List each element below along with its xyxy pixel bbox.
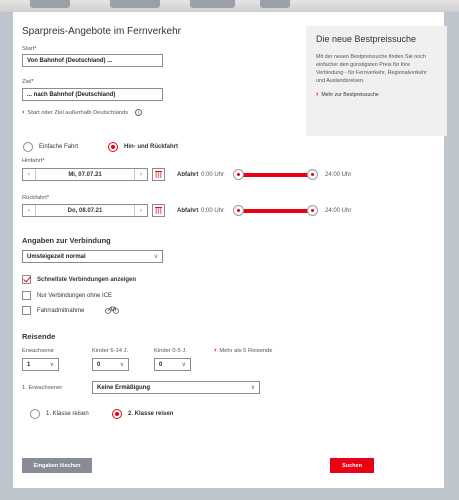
hinfahrt-date-field[interactable] <box>22 168 148 181</box>
radio-label-hin-rueckfahrt: Hin- und Rückfahrt <box>124 144 178 150</box>
kids-select[interactable]: 0 ∨ <box>92 358 129 371</box>
checkbox-label-bike: Fahrradmitnahme <box>37 308 85 314</box>
rueckfahrt-label: Rückfahrt* <box>22 195 50 201</box>
slider-handle-end[interactable] <box>307 169 318 180</box>
slider-handle-start[interactable] <box>233 169 244 180</box>
more-travelers-link[interactable]: › Mehr als 5 Reisende <box>214 347 273 354</box>
travelers-heading: Reisende <box>22 332 56 341</box>
prev-day-button[interactable]: ‹ <box>23 169 36 180</box>
adults-select[interactable]: 1 ∨ <box>22 358 59 371</box>
kids-label: Kinder 6-14 J. <box>92 348 129 354</box>
radio-label-einfache-fahrt: Einfache Fahrt <box>39 144 79 150</box>
sidebar-more-link[interactable]: › Mehr zur Bestpreissuche <box>316 91 379 98</box>
search-button[interactable]: Suchen <box>330 458 374 473</box>
hinfahrt-mode[interactable]: Abfahrt <box>177 172 199 178</box>
radio-label-first-class: 1. Klasse reisen <box>46 411 89 417</box>
next-day-button[interactable]: › <box>134 205 147 216</box>
radio-first-class[interactable] <box>30 409 40 419</box>
chevron-down-icon: ∨ <box>119 362 124 368</box>
small-kids-select[interactable]: 0 ∨ <box>154 358 191 371</box>
chevron-down-icon: ∨ <box>250 385 255 391</box>
chevron-right-icon: › <box>22 109 25 116</box>
hinfahrt-time-from: 0:00 Uhr <box>201 172 225 178</box>
next-day-button[interactable]: › <box>134 169 147 180</box>
discount-select[interactable]: Keine Ermäßigung ∨ <box>92 381 260 394</box>
chevron-down-icon: ∨ <box>181 362 186 368</box>
ziel-input[interactable]: ... nach Bahnhof (Deutschland) <box>22 88 163 101</box>
slider-handle-start[interactable] <box>233 205 244 216</box>
chevron-down-icon: ∨ <box>49 362 54 368</box>
sidebar-title: Die neue Bestpreissuche <box>316 34 417 44</box>
train-silhouette <box>190 0 235 8</box>
hinfahrt-time-to: 24:00 Uhr <box>325 172 352 178</box>
slider-handle-end[interactable] <box>307 205 318 216</box>
chevron-right-icon: › <box>214 347 217 354</box>
outside-germany-link[interactable]: › Start oder Ziel außerhalb Deutschlands i <box>22 109 142 116</box>
checkbox-label-no-ice: Nur Verbindungen ohne ICE <box>37 293 113 299</box>
calendar-icon[interactable] <box>152 168 165 181</box>
sidebar-description: Mit der neuen Bestpreissuche finden Sie noch einfacher den günstigsten Preis für Ihre Verbindung - für Fernverkehr, Regionalverkehr und Auslandsreisen. <box>316 54 427 84</box>
info-icon[interactable]: i <box>135 109 142 116</box>
rueckfahrt-date-field[interactable] <box>22 204 148 217</box>
checkbox-no-ice[interactable] <box>22 291 31 300</box>
train-silhouette <box>260 0 290 8</box>
page-title: Sparpreis-Angebote im Fernverkehr <box>22 26 181 37</box>
chevron-right-icon: › <box>316 91 319 98</box>
rueckfahrt-mode[interactable]: Abfahrt <box>177 208 199 214</box>
calendar-icon[interactable] <box>152 204 165 217</box>
rueckfahrt-date[interactable]: Do, 08.07.21 <box>67 207 103 214</box>
prev-day-button[interactable]: ‹ <box>23 205 36 216</box>
checkbox-fastest[interactable] <box>22 275 31 284</box>
connection-heading: Angaben zur Verbindung <box>22 236 111 245</box>
rueckfahrt-time-to: 24:00 Uhr <box>325 208 352 214</box>
radio-second-class[interactable] <box>112 409 122 419</box>
bestpreis-sidebar <box>306 26 447 136</box>
chevron-down-icon: ∨ <box>153 254 158 260</box>
hinfahrt-date[interactable]: Mi, 07.07.21 <box>68 171 102 178</box>
hinfahrt-label: Hinfahrt* <box>22 158 45 164</box>
small-kids-label: Kinder 0-5 J. <box>154 348 187 354</box>
rueckfahrt-time-slider-track[interactable] <box>239 209 315 213</box>
checkbox-bike[interactable] <box>22 306 31 315</box>
start-input[interactable]: Von Bahnhof (Deutschland) ... <box>22 54 163 67</box>
radio-einfache-fahrt[interactable] <box>23 142 33 152</box>
bicycle-icon <box>105 305 119 314</box>
adults-label: Erwachsene <box>22 348 54 354</box>
start-label: Start* <box>22 46 37 52</box>
header-image <box>0 0 459 12</box>
hinfahrt-time-slider-track[interactable] <box>239 173 315 177</box>
rueckfahrt-time-from: 0:00 Uhr <box>201 208 225 214</box>
booking-panel <box>13 12 444 488</box>
first-adult-label: 1. Erwachsener <box>22 385 63 391</box>
radio-hin-rueckfahrt[interactable] <box>108 142 118 152</box>
ziel-label: Ziel* <box>22 79 34 85</box>
umsteigezeit-select[interactable]: Umsteigezeit normal ∨ <box>22 250 163 263</box>
train-silhouette <box>110 0 160 8</box>
train-silhouette <box>30 0 70 8</box>
radio-label-second-class: 2. Klasse reisen <box>128 411 174 417</box>
checkbox-label-fastest: Schnellste Verbindungen anzeigen <box>37 277 137 283</box>
clear-button[interactable]: Eingaben löschen <box>22 458 92 473</box>
